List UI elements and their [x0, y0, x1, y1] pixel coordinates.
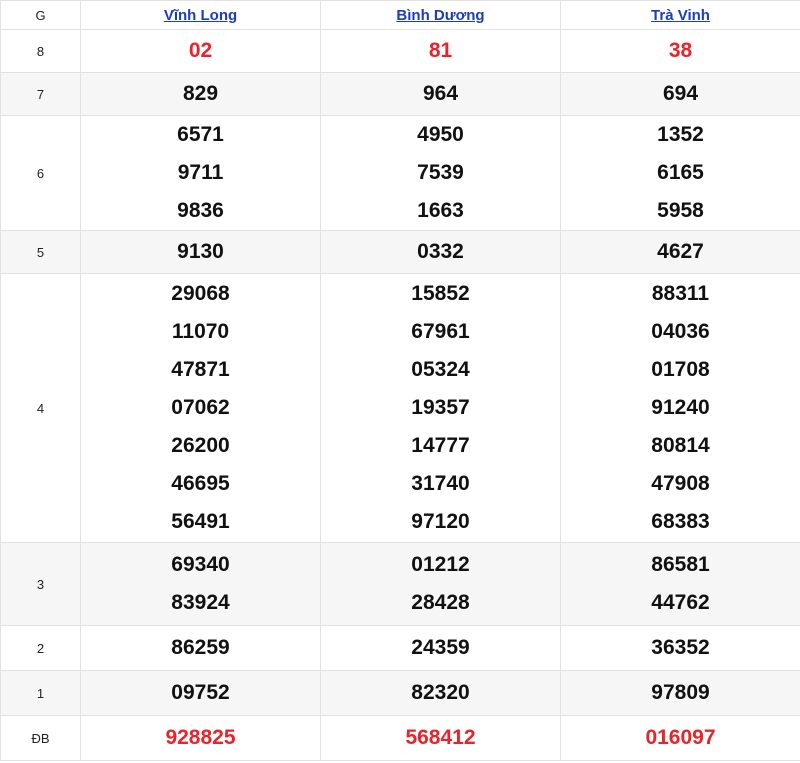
prize-cell [321, 716, 561, 761]
prize-number: 15852 [411, 282, 470, 305]
prize-number: 9130 [177, 240, 224, 263]
prize-number: 86581 [651, 553, 710, 576]
prize-number: 9711 [177, 161, 224, 184]
prize-number: 68383 [651, 510, 710, 533]
prize-number: 6571 [177, 123, 224, 146]
prize-number: 82320 [411, 681, 470, 704]
prize-cell [321, 671, 561, 716]
prize-label: 1 [1, 671, 81, 716]
prize-cell [321, 231, 561, 274]
prize-label: 7 [1, 73, 81, 116]
prize-cell [321, 274, 561, 543]
prize-number: 38 [668, 39, 693, 62]
prize-number: 01212 [411, 553, 470, 576]
prize-number: 1352 [657, 123, 704, 146]
prize-number: 91240 [651, 396, 710, 419]
prize-row [1, 30, 800, 73]
prize-label: 8 [1, 30, 81, 73]
prize-number: 694 [662, 82, 699, 105]
prize-cell [561, 274, 800, 543]
prize-row [1, 274, 800, 543]
prize-number: 0332 [417, 240, 464, 263]
prize-cell [561, 671, 800, 716]
prize-number: 09752 [171, 681, 230, 704]
prize-row [1, 543, 800, 626]
prize-row [1, 231, 800, 274]
prize-number: 19357 [411, 396, 470, 419]
prize-number: 47908 [651, 472, 710, 495]
prize-number: 56491 [171, 510, 230, 533]
prize-cell [81, 116, 321, 231]
prize-number: 69340 [171, 553, 230, 576]
prize-cell [561, 716, 800, 761]
prize-number: 1663 [417, 199, 464, 222]
prize-number: 88311 [651, 282, 710, 305]
province-link-vinh-long[interactable]: Vĩnh Long [163, 6, 238, 24]
prize-cell [81, 231, 321, 274]
prize-number: 31740 [411, 472, 470, 495]
prize-number: 67961 [411, 320, 470, 343]
prize-number: 80814 [651, 434, 710, 457]
prize-cell [561, 73, 800, 116]
prize-cell [561, 626, 800, 671]
prize-cell [81, 543, 321, 626]
prize-row [1, 73, 800, 116]
prize-number: 01708 [651, 358, 710, 381]
prize-cell [81, 274, 321, 543]
prize-number: 04036 [651, 320, 710, 343]
province-link-binh-duong[interactable]: Bình Dương [396, 6, 485, 24]
prize-number: 47871 [171, 358, 230, 381]
province-header [321, 1, 561, 30]
prize-number: 4950 [417, 123, 464, 146]
prize-number: 829 [182, 82, 219, 105]
prize-number: 11070 [171, 320, 230, 343]
prize-number: 81 [428, 39, 453, 62]
prize-cell [81, 73, 321, 116]
prize-number: 86259 [171, 636, 230, 659]
province-header [81, 1, 321, 30]
prize-label: 6 [1, 116, 81, 231]
prize-label: 3 [1, 543, 81, 626]
prize-cell [321, 30, 561, 73]
prize-row [1, 116, 800, 231]
prize-row [1, 716, 800, 761]
prize-cell [321, 626, 561, 671]
prize-number: 29068 [171, 282, 230, 305]
prize-number: 9836 [177, 199, 224, 222]
province-header [561, 1, 800, 30]
prize-column-header: G [1, 1, 81, 30]
prize-label: 2 [1, 626, 81, 671]
prize-cell [561, 231, 800, 274]
prize-number: 83924 [171, 591, 230, 614]
prize-cell [81, 30, 321, 73]
prize-number: 14777 [411, 434, 470, 457]
prize-label: 5 [1, 231, 81, 274]
prize-number: 6165 [657, 161, 704, 184]
province-link-tra-vinh[interactable]: Trà Vinh [651, 6, 710, 24]
prize-cell [561, 116, 800, 231]
prize-cell [81, 716, 321, 761]
prize-row [1, 671, 800, 716]
prize-number: 26200 [171, 434, 230, 457]
prize-number: 568412 [405, 726, 476, 749]
prize-row [1, 626, 800, 671]
prize-number: 07062 [171, 396, 230, 419]
prize-number: 5958 [657, 199, 704, 222]
prize-number: 46695 [171, 472, 230, 495]
prize-cell [321, 116, 561, 231]
prize-cell [561, 30, 800, 73]
prize-number: 97120 [411, 510, 470, 533]
prize-number: 44762 [651, 591, 710, 614]
prize-cell [81, 626, 321, 671]
prize-label: ĐB [1, 716, 81, 761]
prize-number: 05324 [411, 358, 470, 381]
prize-cell [561, 543, 800, 626]
prize-number: 24359 [411, 636, 470, 659]
prize-number: 4627 [657, 240, 704, 263]
prize-cell [321, 73, 561, 116]
prize-number: 36352 [651, 636, 710, 659]
prize-cell [81, 671, 321, 716]
prize-number: 928825 [165, 726, 236, 749]
prize-number: 964 [422, 82, 459, 105]
prize-number: 7539 [417, 161, 464, 184]
prize-cell [321, 543, 561, 626]
prize-number: 97809 [651, 681, 710, 704]
header-row [1, 1, 800, 30]
prize-number: 016097 [645, 726, 716, 749]
prize-label: 4 [1, 274, 81, 543]
prize-number: 02 [188, 39, 213, 62]
prize-number: 28428 [411, 591, 470, 614]
